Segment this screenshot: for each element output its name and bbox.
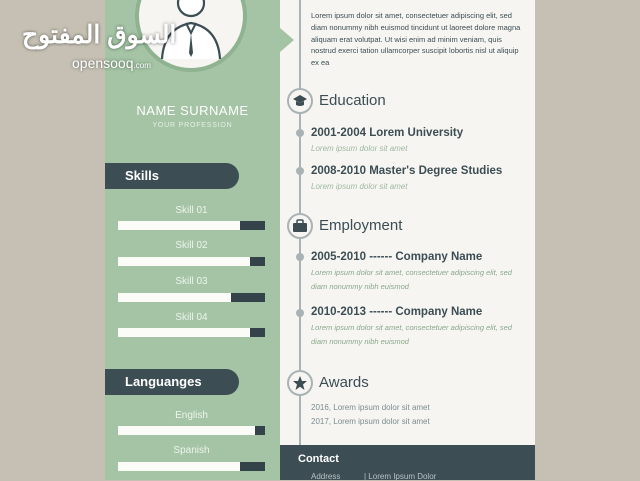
employment-entry-title: 2005-2010 ------ Company Name <box>311 251 483 263</box>
employment-entry-title: 2010-2013 ------ Company Name <box>311 306 483 318</box>
profile-name: NAME SURNAME <box>136 103 249 118</box>
header-pointer <box>280 28 294 52</box>
skill-label: Skill 04 <box>175 312 208 323</box>
timeline-dot <box>296 253 304 261</box>
employment-entry-text: Lorem ipsum dolor sit amet, consectetuer adipiscing elit, sed diam nonummy nibh euismod <box>311 268 512 291</box>
employment-entry-text: Lorem ipsum dolor sit amet, consectetuer adipiscing elit, sed diam nonummy nibh euismod <box>311 323 512 346</box>
timeline-dot <box>296 167 304 175</box>
watermark-site-name: opensooq <box>72 55 134 71</box>
language-label: English <box>175 410 208 421</box>
language-bar-fill <box>118 426 255 435</box>
timeline-dot <box>296 129 304 137</box>
skill-label: Skill 03 <box>175 276 208 287</box>
education-section-icon <box>287 88 313 114</box>
education-entry-subtitle: Lorem ipsum dolor sit amet <box>311 144 408 153</box>
skill-bar-fill <box>118 257 250 266</box>
skill-label: Skill 01 <box>175 205 208 216</box>
watermark-arabic: السوق المفتوح <box>22 21 177 49</box>
graduation-cap-icon <box>292 94 308 108</box>
timeline-dot <box>296 309 304 317</box>
skill-bar <box>118 293 265 302</box>
language-label: Spanish <box>173 445 210 456</box>
watermark-site <box>72 55 151 71</box>
profile-profession: YOUR PROFESSION <box>152 122 233 129</box>
award-item: 2016, Lorem ipsum dolor sit amet <box>311 403 430 412</box>
contact-address-label: Address <box>311 472 341 481</box>
awards-section-icon <box>287 370 313 396</box>
language-bar-fill <box>118 462 240 471</box>
languages-heading: Languanges <box>105 369 239 395</box>
skill-bar <box>118 257 265 266</box>
briefcase-icon <box>292 219 308 233</box>
intro-paragraph: Lorem ipsum dolor sit amet, consectetuer adipiscing elit, sed diam nonummy nibh euismod tincidunt ut laoreet dolore magna aliquam erat volutpat. Ut wisi enim ad minim veniam, quis nostrud exerci tation ullamcorper suscipit lobortis nisl ut aliquip ex ea <box>311 11 521 68</box>
contact-heading: Contact <box>298 453 339 465</box>
watermark-site-suffix: .com <box>133 61 151 70</box>
skill-bar-fill <box>118 293 231 302</box>
education-entry-title: 2001-2004 Lorem University <box>311 127 464 139</box>
skills-heading: Skills <box>105 163 239 189</box>
award-item: 2017, Lorem ipsum dolor sit amet <box>311 417 430 426</box>
contact-address-value: | Lorem Ipsum Dolor <box>364 472 437 481</box>
awards-heading: Awards <box>319 374 369 391</box>
employment-heading: Employment <box>319 217 403 234</box>
education-entry-subtitle: Lorem ipsum dolor sit amet <box>311 182 408 191</box>
language-bar <box>118 462 265 471</box>
language-bar <box>118 426 265 435</box>
education-entry-title: 2008-2010 Master's Degree Studies <box>311 165 503 177</box>
skill-bar-fill <box>118 221 240 230</box>
skill-bar-fill <box>118 328 250 337</box>
education-heading: Education <box>319 92 386 109</box>
skill-bar <box>118 328 265 337</box>
employment-section-icon <box>287 213 313 239</box>
skill-bar <box>118 221 265 230</box>
star-icon <box>292 375 308 391</box>
skill-label: Skill 02 <box>175 240 208 251</box>
